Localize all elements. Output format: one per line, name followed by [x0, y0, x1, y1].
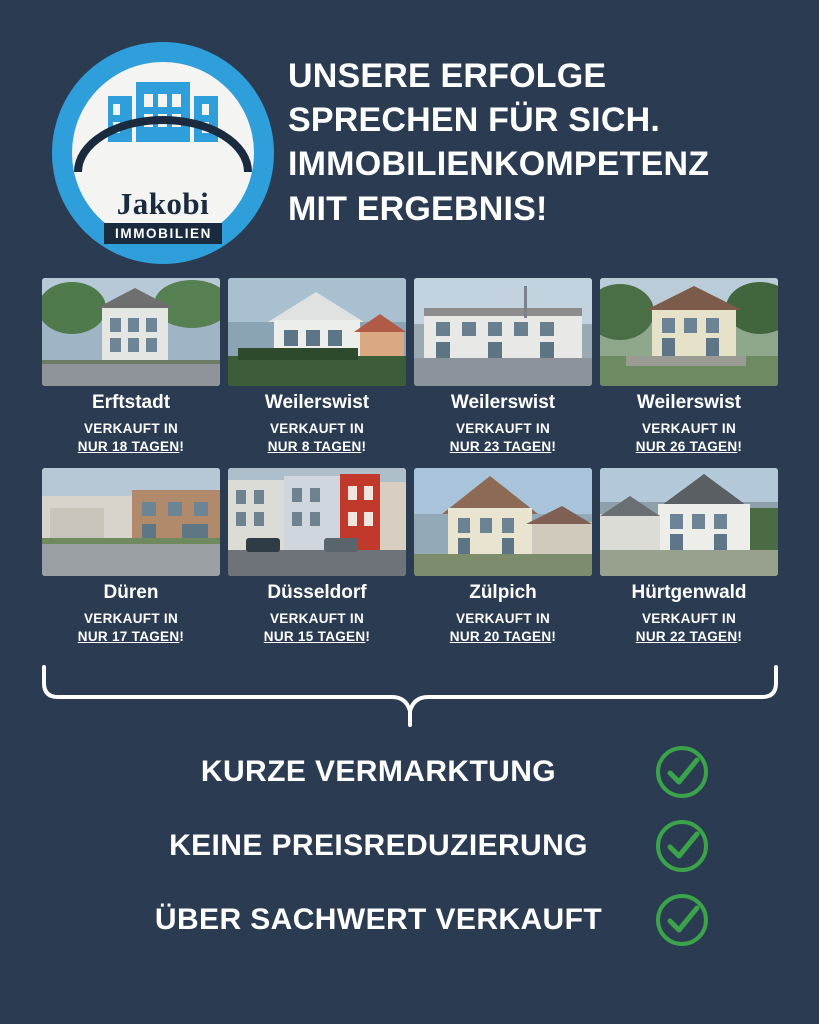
- sold-days: NUR 22 TAGEN: [635, 629, 738, 645]
- headline-line-4: MIT ERGEBNIS!: [288, 189, 548, 228]
- sold-prefix: VERKAUFT IN: [641, 420, 737, 436]
- house-photo-icon: [228, 468, 406, 576]
- sold-prefix: VERKAUFT IN: [455, 420, 551, 436]
- sold-prefix: VERKAUFT IN: [83, 420, 179, 436]
- sold-days: NUR 26 TAGEN: [635, 439, 738, 455]
- logo-company-name: Jakobi: [116, 186, 210, 221]
- benefit-label: KURZE VERMARKTUNG: [200, 754, 557, 788]
- headline-line-1: UNSERE ERFOLGE: [288, 57, 607, 95]
- property-city: Weilerswist: [264, 392, 370, 413]
- sold-days: NUR 17 TAGEN: [77, 629, 180, 645]
- property-city: Zülpich: [469, 582, 537, 604]
- sold-suffix: !: [551, 439, 557, 455]
- benefit-row: [0, 809, 819, 883]
- curly-brace-divider: [40, 665, 780, 729]
- check-circle-icon: [653, 891, 711, 949]
- property-card[interactable]: [228, 278, 406, 456]
- benefit-label: ÜBER SACHWERT VERKAUFT: [154, 902, 603, 936]
- building-logo-icon: [72, 62, 254, 180]
- property-card[interactable]: [42, 468, 220, 646]
- property-sold-info: [414, 420, 592, 456]
- sold-days: NUR 15 TAGEN: [263, 629, 366, 645]
- headline-block: [274, 30, 785, 231]
- sold-prefix: VERKAUFT IN: [455, 611, 551, 627]
- property-sold-info: [42, 610, 220, 646]
- sold-prefix: VERKAUFT IN: [269, 420, 365, 436]
- company-logo: [34, 30, 274, 260]
- headline-line-2: SPRECHEN FÜR SICH.: [288, 101, 660, 140]
- sold-suffix: !: [179, 439, 185, 455]
- property-city: Düren: [103, 582, 159, 604]
- house-photo-icon: [600, 278, 778, 386]
- sold-suffix: !: [737, 439, 743, 455]
- logo-inner-disc: [72, 62, 254, 244]
- property-city: Hürtgenwald: [631, 582, 747, 604]
- property-sold-info: [228, 420, 406, 456]
- headline-line-3: IMMOBILIENKOMPETENZ: [288, 145, 710, 184]
- sold-days: NUR 8 TAGEN: [267, 439, 362, 455]
- house-photo-icon: [42, 278, 220, 386]
- property-card[interactable]: [414, 278, 592, 456]
- benefits-list: [0, 729, 819, 957]
- header: [0, 0, 819, 260]
- benefit-row: [0, 735, 819, 809]
- benefit-label: KEINE PREISREDUZIERUNG: [169, 828, 588, 862]
- property-city: Düsseldorf: [267, 582, 367, 604]
- check-circle-icon: [653, 743, 711, 801]
- check-circle-icon: [653, 817, 711, 875]
- property-sold-info: [414, 610, 592, 646]
- property-city: Erftstadt: [91, 392, 171, 413]
- property-sold-info: [600, 420, 778, 456]
- sold-prefix: VERKAUFT IN: [83, 611, 179, 627]
- property-city: Weilerswist: [636, 392, 742, 413]
- sold-suffix: !: [551, 629, 557, 645]
- sold-suffix: !: [179, 629, 185, 645]
- property-card[interactable]: [600, 468, 778, 646]
- property-city: Weilerswist: [450, 392, 556, 413]
- property-card[interactable]: [600, 278, 778, 456]
- house-photo-icon: [600, 468, 778, 576]
- property-card[interactable]: [42, 278, 220, 456]
- property-sold-info: [600, 610, 778, 646]
- sold-suffix: !: [361, 439, 367, 455]
- sold-prefix: VERKAUFT IN: [269, 611, 365, 627]
- sold-days: NUR 23 TAGEN: [449, 439, 552, 455]
- sold-prefix: VERKAUFT IN: [641, 611, 737, 627]
- sold-suffix: !: [737, 629, 743, 645]
- house-photo-icon: [228, 278, 406, 386]
- property-sold-info: [228, 610, 406, 646]
- logo-company-subtitle: IMMOBILIEN: [104, 223, 222, 244]
- property-sold-info: [42, 420, 220, 456]
- property-card[interactable]: [414, 468, 592, 646]
- sold-days: NUR 20 TAGEN: [449, 629, 552, 645]
- sold-suffix: !: [365, 629, 371, 645]
- benefit-row: [0, 883, 819, 957]
- house-photo-icon: [414, 468, 592, 576]
- sold-days: NUR 18 TAGEN: [77, 439, 180, 455]
- property-card[interactable]: [228, 468, 406, 646]
- house-photo-icon: [414, 278, 592, 386]
- property-grid: [0, 260, 819, 647]
- house-photo-icon: [42, 468, 220, 576]
